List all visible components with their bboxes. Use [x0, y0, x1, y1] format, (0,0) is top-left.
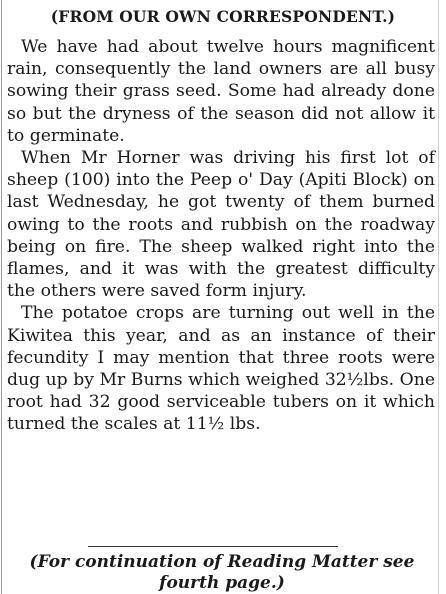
article-body: [7, 36, 435, 436]
paragraph-sheep: When Mr Horner was driving his first lot of sheep (100) into the Peep o' Day (Apiti Block) on last Wednesday, he got twenty of them burned owing to the roots and rubbish on the roadway being on fire. The sheep walked right into the flames, and it was with the greatest difficulty the others were saved form injury.: [7, 148, 435, 302]
column-rule-right: [438, 0, 439, 594]
section-divider: [88, 546, 338, 547]
column-rule-left: [1, 0, 2, 594]
paragraph-rain: We have had about twelve hours magnificent rain, consequently the land owners are all busy sowing their grass seed. Some had already done so but the dryness of the season did not allow it to germinate.: [7, 37, 435, 146]
continuation-notice: (For continuation of Reading Matter see fourth page.): [29, 552, 415, 593]
correspondent-byline: (FROM OUR OWN CORRESPONDENT.): [50, 7, 396, 26]
paragraph-potatoes: The potatoe crops are turning out well in the Kiwitea this year, and as an instance of their fecundity I may mention that three roots were dug up by Mr Burns which weighed 32½lbs. One root had 32 good serviceable tubers on it which turned the scales at 11½ lbs.: [7, 303, 435, 435]
